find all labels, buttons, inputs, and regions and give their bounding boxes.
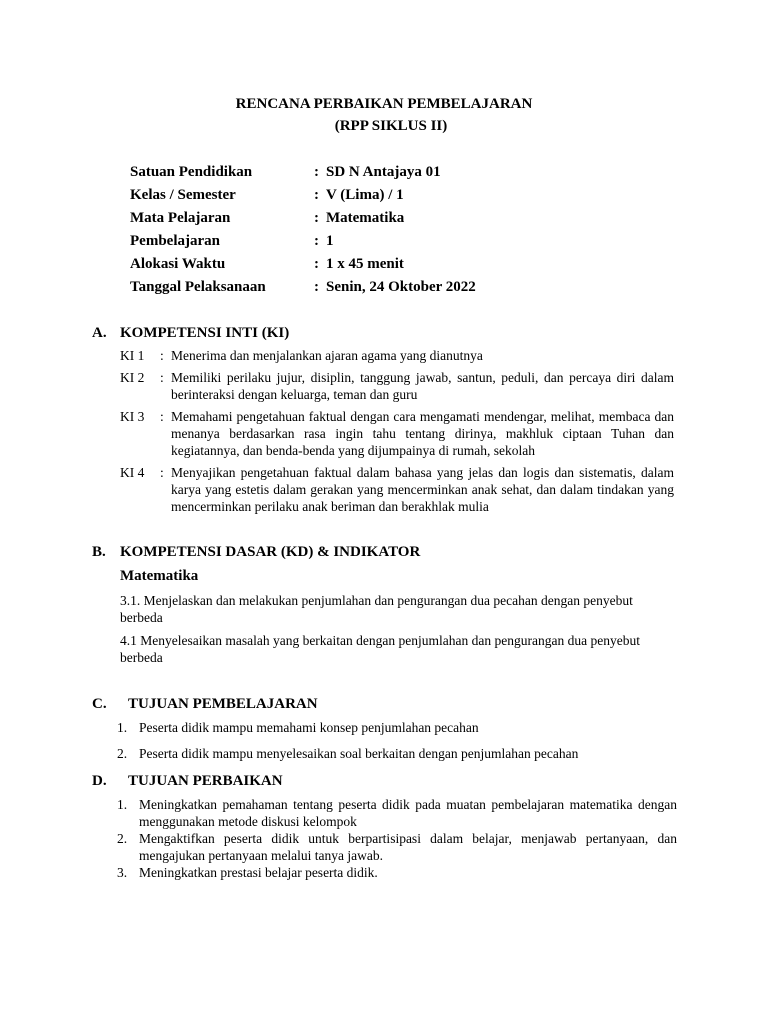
list-item [117,719,677,736]
identity-separator: : [314,279,319,295]
identity-value: SD N Antajaya 01 [326,164,441,180]
list-text: Peserta didik mampu memahami konsep penjumlahan pecahan [139,720,479,735]
improvement-goal-list [117,796,677,881]
list-number: 3. [117,865,128,880]
section-letter: C. [92,696,107,712]
ki-text: Menerima dan menjalankan ajaran agama yang dianutnya [171,348,483,363]
list-text: Meningkatkan pemahaman tentang peserta didik pada muatan pembelajaran matematika dengan menggunakan metode diskusi kelompok [139,797,677,829]
ki-code: KI 1 [120,348,145,363]
identity-separator: : [314,256,319,272]
ki-text: Menyajikan pengetahuan faktual dalam bahasa yang jelas dan logis dan sistematis, dalam karya yang estetis dalam gerakan yang mencerminkan anak sehat, dan dalam tindakan yang mencerminkan perilaku anak beriman dan berakhlak mulia [171,465,674,514]
identity-label: Tanggal Pelaksanaan [130,279,266,295]
identity-value: 1 x 45 menit [326,256,404,272]
identity-separator: : [314,233,319,249]
identity-label: Kelas / Semester [130,187,236,203]
kd-block [120,566,674,666]
kd-subject: Matematika [120,568,199,584]
list-item [117,864,677,881]
ki-text: Memiliki perilaku jujur, disiplin, tanggung jawab, santun, peduli, dan percaya diri dalam berinteraksi dengan keluarga, teman dan guru [171,370,674,402]
section-d-heading [92,771,768,791]
section-title: TUJUAN PEMBELAJARAN [128,696,318,712]
list-item [117,796,677,830]
title-line-2: (RPP SIKLUS II) [334,118,448,134]
list-item [117,745,677,762]
ki-colon: : [160,370,164,385]
identity-separator: : [314,164,319,180]
section-title: TUJUAN PERBAIKAN [128,773,283,789]
ki-colon: : [160,348,164,363]
section-c-heading [92,694,768,714]
identity-value: Senin, 24 Oktober 2022 [326,279,476,295]
list-number: 2. [117,831,128,846]
document-title [0,93,768,137]
list-number: 1. [117,720,128,735]
identity-value: V (Lima) / 1 [326,187,404,203]
section-a-heading [92,323,768,343]
ki-text: Memahami pengetahuan faktual dengan cara mengamati mendengar, melihat, membaca dan menanya berdasarkan rasa ingin tahu tentang dirinya, makhluk ciptaan Tuhan dan kegiatannya, dan benda-benda yang dijumpainya di rumah, sekolah [171,409,674,458]
identity-separator: : [314,210,319,226]
section-letter: D. [92,773,107,789]
identity-row [130,276,768,299]
ki-item [120,369,674,403]
list-number: 2. [117,746,128,761]
section-letter: A. [92,325,107,341]
identity-table [130,161,768,299]
identity-row [130,207,768,230]
list-number: 1. [117,797,128,812]
identity-row [130,253,768,276]
kd-item: 4.1 Menyelesaikan masalah yang berkaitan dengan penjumlahan dan pengurangan dua penyebut berbeda [120,633,640,665]
section-title: KOMPETENSI INTI (KI) [120,325,290,341]
identity-value: 1 [326,233,334,249]
identity-row [130,184,768,207]
section-letter: B. [92,544,106,560]
title-line-1: RENCANA PERBAIKAN PEMBELAJARAN [235,96,533,112]
identity-label: Pembelajaran [130,233,220,249]
ki-colon: : [160,409,164,424]
identity-label: Mata Pelajaran [130,210,231,226]
ki-code: KI 3 [120,409,145,424]
identity-separator: : [314,187,319,203]
section-b-heading [92,542,768,562]
ki-code: KI 4 [120,465,145,480]
identity-value: Matematika [326,210,405,226]
list-item [117,830,677,864]
kd-item: 3.1. Menjelaskan dan melakukan penjumlahan dan pengurangan dua pecahan dengan penyebut berbeda [120,593,633,625]
list-text: Mengaktifkan peserta didik untuk berpartisipasi dalam belajar, menjawab pertanyaan, dan mengajukan pertanyaan melalui tanya jawab. [139,831,677,863]
identity-label: Alokasi Waktu [130,256,226,272]
ki-list [120,347,674,515]
ki-item [120,464,674,515]
identity-row [130,230,768,253]
identity-label: Satuan Pendidikan [130,164,253,180]
ki-item [120,408,674,459]
ki-code: KI 2 [120,370,145,385]
section-title: KOMPETENSI DASAR (KD) & INDIKATOR [120,544,421,560]
learning-goal-list [117,719,677,762]
list-text: Peserta didik mampu menyelesaikan soal berkaitan dengan penjumlahan pecahan [139,746,579,761]
list-text: Meningkatkan prestasi belajar peserta didik. [139,865,378,880]
identity-row [130,161,768,184]
ki-colon: : [160,465,164,480]
ki-item [120,347,674,364]
